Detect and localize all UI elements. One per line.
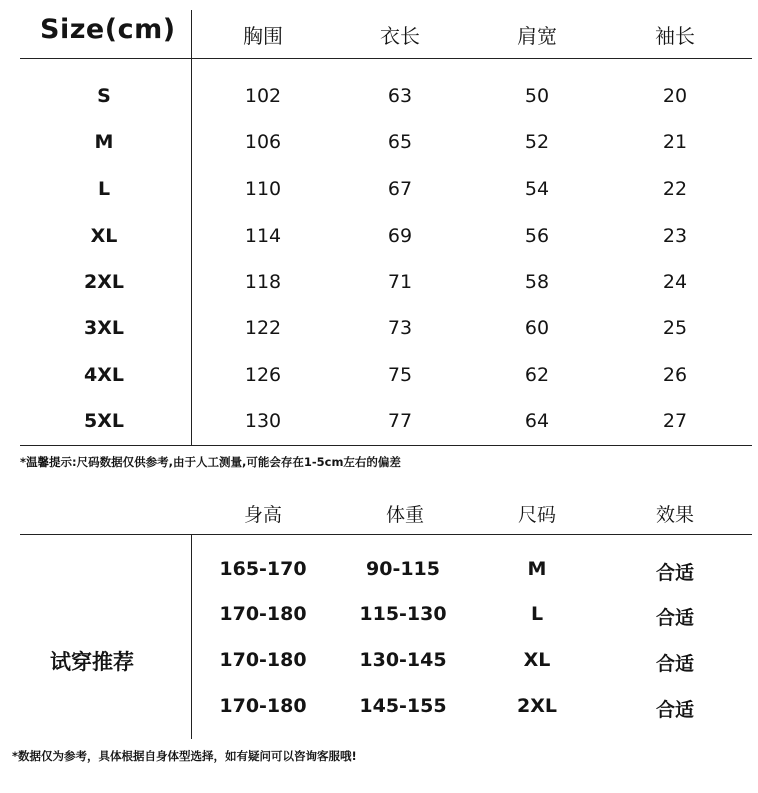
size-value: XL — [523, 649, 551, 671]
sleeve-value: 22 — [662, 178, 688, 200]
shoulder-value: 50 — [524, 85, 550, 107]
header-shoulder: 肩宽 — [517, 24, 557, 48]
shoulder-value: 54 — [524, 178, 550, 200]
effect-value: 合适 — [655, 699, 694, 721]
table-row — [0, 127, 758, 157]
table-row — [0, 360, 758, 390]
size-label: L — [97, 178, 111, 200]
size-table-bottom-divider — [20, 445, 752, 446]
length-value: 69 — [387, 225, 413, 247]
size-label: 4XL — [84, 364, 124, 386]
weight-value: 130-145 — [359, 649, 447, 671]
table-row — [0, 267, 758, 297]
size-label: XL — [90, 225, 118, 247]
length-value: 73 — [387, 317, 413, 339]
sleeve-value: 23 — [662, 225, 688, 247]
size-table-note: *温馨提示:尺码数据仅供参考,由于人工测量,可能会存在1-5cm左右的偏差 — [20, 455, 401, 469]
table-row — [0, 174, 758, 204]
chest-value: 130 — [244, 410, 282, 432]
header-size: 尺码 — [517, 504, 556, 526]
size-label: M — [94, 131, 114, 153]
header-chest: 胸围 — [243, 24, 283, 48]
weight-value: 115-130 — [359, 603, 447, 625]
chest-value: 126 — [244, 364, 282, 386]
chest-value: 106 — [244, 131, 282, 153]
effect-value: 合适 — [655, 607, 694, 629]
height-value: 165-170 — [219, 558, 307, 580]
size-table-header-divider — [20, 58, 752, 59]
length-value: 67 — [387, 178, 413, 200]
length-value: 75 — [387, 364, 413, 386]
effect-value: 合适 — [655, 653, 694, 675]
effect-value: 合适 — [655, 562, 694, 584]
shoulder-value: 62 — [524, 364, 550, 386]
shoulder-value: 64 — [524, 410, 550, 432]
shoulder-value: 52 — [524, 131, 550, 153]
fit-table-note: *数据仅为参考，具体根据自身体型选择，如有疑问可以咨询客服哦! — [12, 749, 357, 763]
table-row — [0, 81, 758, 111]
table-row — [0, 599, 758, 629]
chest-value: 122 — [244, 317, 282, 339]
size-label: 5XL — [84, 410, 124, 432]
sleeve-value: 21 — [662, 131, 688, 153]
sleeve-value: 27 — [662, 410, 688, 432]
table-row — [0, 221, 758, 251]
header-height: 身高 — [243, 504, 282, 526]
weight-value: 145-155 — [359, 695, 447, 717]
size-value: 2XL — [517, 695, 557, 717]
length-value: 65 — [387, 131, 413, 153]
chest-value: 102 — [244, 85, 282, 107]
chest-value: 114 — [244, 225, 282, 247]
header-effect: 效果 — [655, 504, 694, 526]
chest-value: 110 — [244, 178, 282, 200]
shoulder-value: 60 — [524, 317, 550, 339]
table-row — [0, 406, 758, 436]
length-value: 71 — [387, 271, 413, 293]
chest-value: 118 — [244, 271, 282, 293]
size-table-title: Size(cm) — [40, 14, 176, 45]
sleeve-value: 25 — [662, 317, 688, 339]
header-length: 衣长 — [380, 24, 420, 48]
header-sleeve: 袖长 — [655, 24, 695, 48]
fit-table-label: 试穿推荐 — [50, 650, 134, 674]
sleeve-value: 24 — [662, 271, 688, 293]
size-value: M — [527, 558, 547, 580]
table-row — [0, 645, 758, 675]
weight-value: 90-115 — [366, 558, 440, 580]
height-value: 170-180 — [219, 649, 307, 671]
shoulder-value: 56 — [524, 225, 550, 247]
length-value: 77 — [387, 410, 413, 432]
size-label: 2XL — [84, 271, 124, 293]
height-value: 170-180 — [219, 695, 307, 717]
table-row — [0, 554, 758, 584]
shoulder-value: 58 — [524, 271, 550, 293]
sleeve-value: 20 — [662, 85, 688, 107]
height-value: 170-180 — [219, 603, 307, 625]
table-row — [0, 691, 758, 721]
size-value: L — [530, 603, 544, 625]
sleeve-value: 26 — [662, 364, 688, 386]
fit-table-header-divider — [20, 534, 752, 535]
table-row — [0, 313, 758, 343]
size-label: S — [97, 85, 111, 107]
length-value: 63 — [387, 85, 413, 107]
header-weight: 体重 — [385, 504, 424, 526]
size-label: 3XL — [84, 317, 124, 339]
